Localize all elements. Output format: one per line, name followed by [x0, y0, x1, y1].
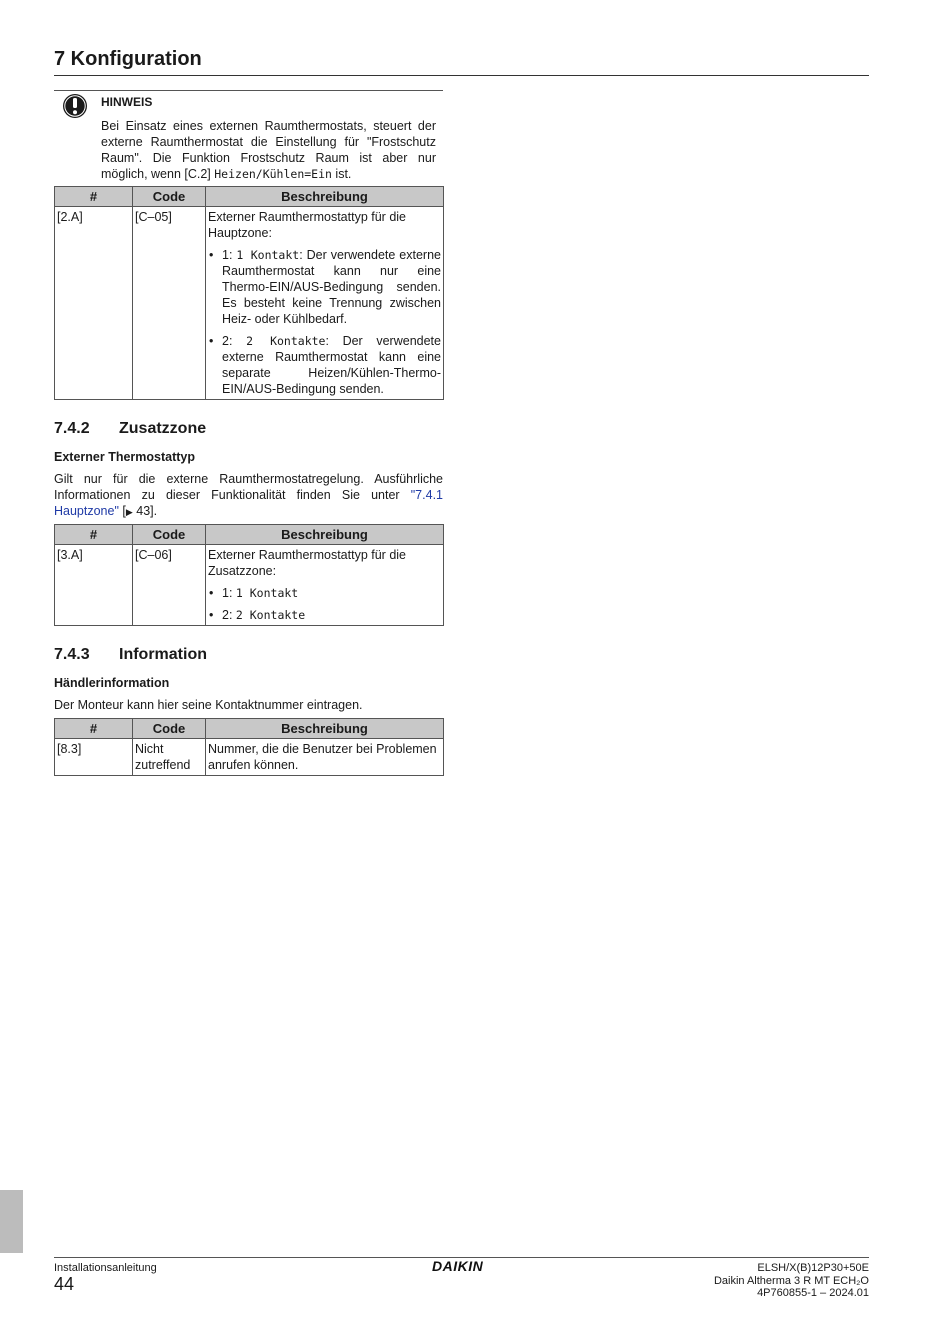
- setting-description: [206, 545, 444, 626]
- link-hauptzone[interactable]: "7.4.1 Hauptzone": [54, 488, 443, 518]
- option-code: 1 Kontakt: [236, 248, 300, 262]
- notice-text: Bei Einsatz eines externen Raumthermostats, steuert der externe Raumthermostat die Einstellung für "Frostschutz Raum". Die Funktion Frostschutz Raum ist aber nur möglich, wenn [C.2]: [101, 119, 436, 181]
- notice-box: [54, 90, 443, 187]
- section-paragraph: [54, 471, 443, 520]
- table-header-row: [55, 719, 444, 739]
- setting-description: [206, 207, 444, 400]
- description-intro: Externer Raumthermostattyp für die Zusatzzone:: [208, 548, 406, 578]
- option-list: [208, 247, 441, 397]
- page-number: 44: [54, 1274, 75, 1294]
- page-ref-number: 43].: [132, 504, 158, 518]
- description-intro: Externer Raumthermostattyp für die Hauptzone:: [208, 210, 406, 240]
- chapter-title: 7 Konfiguration: [54, 48, 869, 76]
- list-item: [208, 607, 441, 623]
- settings-table-dealer-info: [54, 718, 444, 776]
- section-heading-7-4-3: [54, 646, 207, 664]
- settings-table-additional-zone: [54, 524, 444, 626]
- notice-text-end: ist.: [331, 167, 352, 181]
- option-prefix: 2:: [222, 334, 247, 348]
- paragraph-text: Gilt nur für die externe Raumthermostatregelung. Ausführliche Informationen zu dieser Funktionalität finden Sie unter: [54, 472, 443, 502]
- table-header-row: [55, 187, 444, 207]
- column-header-description: Beschreibung: [206, 719, 444, 739]
- option-text: : Der verwendete externe Raumthermostat kann eine separate Heizen/Kühlen-Thermo-EIN/AUS-Bedingung senden.: [222, 334, 441, 396]
- notice-code: Heizen/Kühlen=Ein: [214, 167, 332, 181]
- column-header-code: Code: [133, 719, 206, 739]
- option-code: 1 Kontakt: [235, 586, 299, 600]
- setting-code: [C–05]: [133, 207, 206, 400]
- section-title: Information: [119, 646, 207, 663]
- notice-title: HINWEIS: [101, 95, 153, 109]
- column-header-number: #: [55, 719, 133, 739]
- footer-model: ELSH/X(B)12P30+50E: [757, 1262, 869, 1274]
- column-header-number: #: [55, 525, 133, 545]
- section-number: 7.4.3: [54, 646, 90, 663]
- option-code: 2 Kontakte: [235, 608, 306, 622]
- section-title: Zusatzzone: [119, 420, 207, 437]
- setting-code: Nicht zutreffend: [133, 739, 206, 776]
- subheading-thermostat-type: Externer Thermostattyp: [54, 450, 196, 464]
- setting-number: [8.3]: [55, 739, 133, 776]
- footer-product-info: [714, 1262, 869, 1300]
- section-number: 7.4.2: [54, 420, 90, 437]
- page-ref-arrow-icon: ▶: [125, 507, 133, 517]
- daikin-logo: DAIKIN: [432, 1258, 484, 1274]
- option-prefix: 1:: [222, 248, 237, 262]
- column-header-code: Code: [133, 525, 206, 545]
- footer-product-name: Daikin Altherma 3 R MT ECH₂O: [713, 1274, 869, 1287]
- setting-number: [2.A]: [55, 207, 133, 400]
- subheading-dealer-info: Händlerinformation: [54, 676, 170, 690]
- exclamation-icon: [62, 93, 88, 119]
- option-list: [208, 585, 441, 623]
- page-ref-open: [: [118, 504, 126, 518]
- option-text: : Der verwendete externe Raumthermostat kann nur eine Thermo-EIN/AUS-Bedingung senden. Es besteht keine Trennung zwischen Heiz- oder Kühlbedarf.: [222, 248, 441, 326]
- list-item: [208, 333, 441, 397]
- option-code: 2 Kontakte: [246, 334, 326, 348]
- settings-table-main-zone: [54, 186, 444, 400]
- option-prefix: 2:: [222, 608, 236, 622]
- setting-code: [C–06]: [133, 545, 206, 626]
- list-item: [208, 585, 441, 601]
- setting-number: [3.A]: [55, 545, 133, 626]
- footer-document-type: Installationsanleitung: [54, 1262, 157, 1274]
- section-paragraph: Der Monteur kann hier seine Kontaktnummer eintragen.: [54, 698, 363, 712]
- setting-description: Nummer, die die Benutzer bei Problemen anrufen können.: [206, 739, 444, 776]
- table-row: [55, 739, 444, 776]
- column-header-description: Beschreibung: [206, 187, 444, 207]
- chapter-side-tab: [0, 1190, 23, 1253]
- table-header-row: [55, 525, 444, 545]
- table-row: [55, 545, 444, 626]
- table-row: [55, 207, 444, 400]
- notice-body: [101, 118, 436, 182]
- column-header-description: Beschreibung: [206, 525, 444, 545]
- section-heading-7-4-2: [54, 420, 206, 438]
- list-item: [208, 247, 441, 327]
- footer-doc-id: 4P760855-1 – 2024.01: [757, 1287, 869, 1299]
- column-header-code: Code: [133, 187, 206, 207]
- column-header-number: #: [55, 187, 133, 207]
- option-prefix: 1:: [222, 586, 236, 600]
